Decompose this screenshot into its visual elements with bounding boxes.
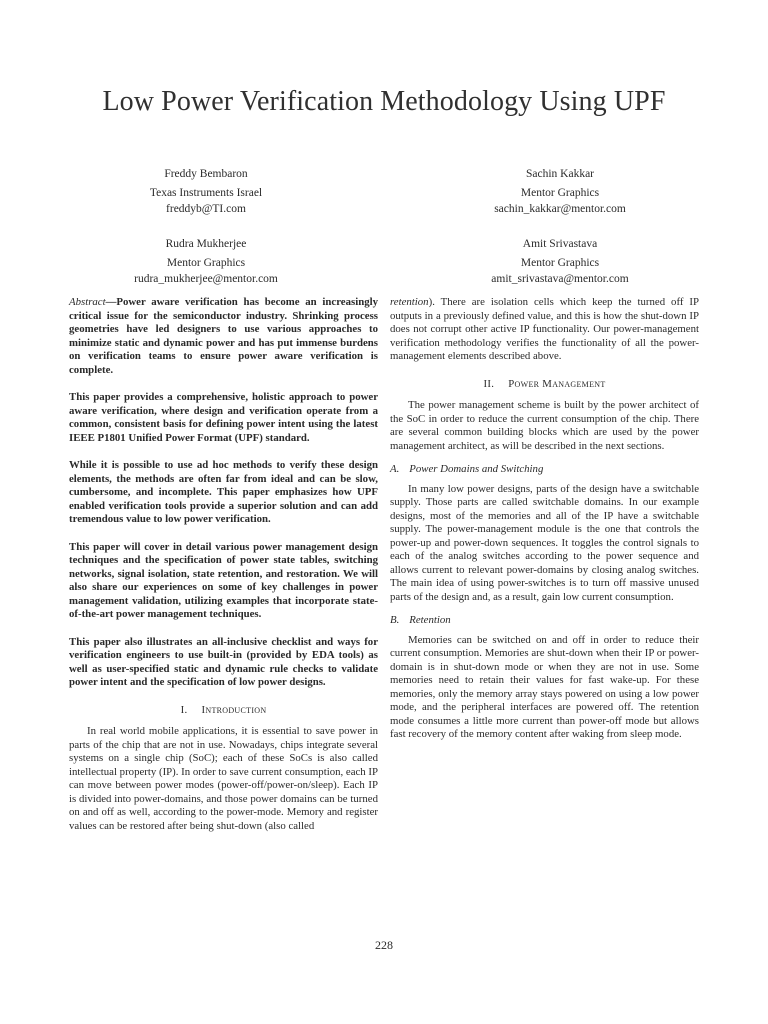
abstract-text: —Power aware verification has become an increasingly critical issue for the semiconductor industry. Shrinking process geometries have led designers to use various approaches to minimize static and dynamic power and has put immense burdens on verification teams to ensure power aware verification is complete. (69, 296, 378, 376)
power-management-paragraph: The power management scheme is built by the power architect of the SoC in order to reduce the current consumption of the chip. There are several common building blocks which are used by the power management architect, as will be described in the next sections. (390, 399, 699, 452)
subsection-number: B. (390, 614, 400, 626)
author-block-2 (440, 166, 680, 217)
introduction-paragraph: In real world mobile applications, it is essential to save power in parts of the chip that are not in use. Nowadays, chips integrate several systems on a single chip (SoC); each of these SoCs is also called intellectual property (IP). In order to save current consumption, each IP can move between power modes (power-off/power-on/sleep). Each IP is divided into power-domains, and those power domains can be turned on and off as well, according to the power-mode. Memory and register values can be restored after being shut-down (also called (69, 725, 378, 832)
author-email: freddyb@TI.com (166, 203, 246, 215)
abstract-paragraph-5: This paper also illustrates an all-inclusive checklist and ways for verification engineers to use built-in (provided by EDA tools) as well as user-specified static and dynamic rule checks to validate power intent and the specification of low power designs. (69, 635, 378, 688)
subsection-title: Power Domains and Switching (409, 463, 544, 475)
subsection-title: Retention (409, 614, 451, 626)
power-domains-paragraph: In many low power designs, parts of the design have a switchable supply. Those parts are called switchable domains. In our example designs, most of the memories and all of the IP have a switchable supply. The power-management module is the one that controls the power-up and power-down sequences. It toggles the control signals to each of the analog switches according to the power sequence and allows current to relevant power-domains by closing analog switches. The main idea of using power-switches is to turn off massive unused parts of the design and, as a result, gain low current consumption. (390, 482, 699, 603)
author-name: Sachin Kakkar (525, 168, 595, 180)
abstract-paragraph-1 (69, 296, 378, 377)
section-number: II. (483, 377, 495, 390)
author-email: amit_srivastava@mentor.com (491, 273, 629, 285)
introduction-continuation (390, 296, 699, 364)
paper-title: Low Power Verification Methodology Using UPF (102, 86, 666, 117)
section-number: I. (180, 703, 188, 716)
author-affiliation: Mentor Graphics (166, 257, 246, 269)
author-name: Rudra Mukherjee (165, 238, 247, 250)
author-email: rudra_mukherjee@mentor.com (134, 273, 278, 285)
abstract-label: Abstract (69, 296, 106, 308)
abstract-paragraph-3: While it is possible to use ad hoc methods to verify these design elements, the methods are often far from ideal and can be slow, cumbersome, and incomplete. This paper emphasizes how UPF enabled verification tools provide a superior solution and can add tremendous value to low power verification. (69, 459, 378, 525)
retention-term: retention (390, 296, 429, 308)
author-block-4 (440, 236, 680, 287)
section-title: Power Management (508, 377, 606, 390)
abstract-paragraph-4: This paper will cover in detail various power management design techniques and the specification of power state tables, switching networks, signal isolation, state retention, and restoration. We will also share our experiences on some of key challenges in power management validation, utilizing examples that incorporate state-of-the-art power management techniques. (69, 540, 378, 620)
author-block-1 (86, 166, 326, 217)
subsection-number: A. (390, 463, 400, 475)
author-affiliation: Mentor Graphics (520, 257, 600, 269)
author-name: Freddy Bembaron (164, 168, 248, 180)
right-column (390, 296, 699, 742)
author-affiliation: Mentor Graphics (520, 187, 600, 199)
subsection-heading-power-domains (390, 463, 699, 477)
author-affiliation: Texas Instruments Israel (149, 187, 263, 199)
left-column (69, 296, 378, 833)
subsection-heading-retention (390, 614, 699, 628)
abstract-paragraph-2: This paper provides a comprehensive, holistic approach to power aware verification, where design and verification operate from a common, consistent basis for defining power intent using the latest IEEE P1801 Unified Power Format (UPF) standard. (69, 391, 378, 444)
continuation-text: ). There are isolation cells which keep the turned off IP outputs in a previously defined value, and this is how the shut-down IP does not corrupt other active IP functionality. Our power-management verification methodology verifies the functionality of all the power-management elements described above. (390, 296, 699, 362)
author-email: sachin_kakkar@mentor.com (494, 203, 626, 215)
retention-paragraph: Memories can be switched on and off in order to reduce their current consumption. Memories are shut-down when their IP or power-domain is in shut-down mode or when they are not in use. Some memories need to retain their values for fast wake-up. For these memories, only the memory array stays powered on using a low power mode, and the peripheral interfaces are powered off. The retention mode consumes a little more current than power-off mode but allows fast recovery of the memory content after waking from sleep mode. (390, 633, 699, 740)
author-block-3 (86, 236, 326, 287)
section-heading-introduction (69, 704, 378, 718)
section-heading-power-management (390, 378, 699, 392)
author-name: Amit Srivastava (522, 238, 598, 250)
page-number: 228 (375, 938, 393, 952)
section-title: Introduction (201, 703, 267, 716)
